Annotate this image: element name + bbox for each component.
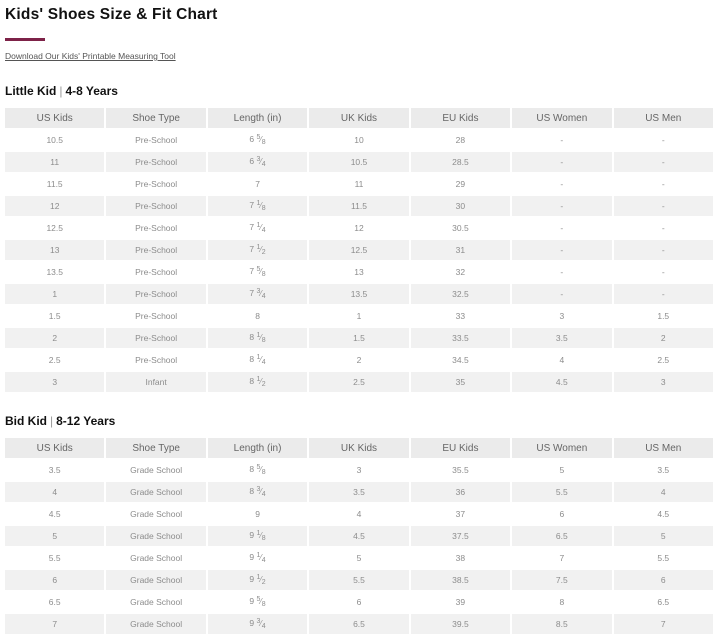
table-cell: 8.5 [512,614,611,634]
header-row [5,108,713,128]
table-cell: 28 [411,130,510,150]
table-row [5,460,713,480]
table-cell: - [614,284,713,304]
table-cell: 1.5 [309,328,408,348]
table-cell: Grade School [106,570,205,590]
table-cell: 11.5 [5,174,104,194]
table-cell: 12 [5,196,104,216]
table-cell: Grade School [106,614,205,634]
table-cell: 4 [309,504,408,524]
table-cell: 11.5 [309,196,408,216]
table-row [5,152,713,172]
table-cell: 4 [5,482,104,502]
table-cell: - [614,152,713,172]
table-cell: 31 [411,240,510,260]
column-header: Shoe Type [106,108,205,128]
table-row [5,130,713,150]
section-heading-little-kid [5,84,713,98]
table-cell: Pre-School [106,306,205,326]
table-cell: - [614,174,713,194]
table-cell: 8 $^1⁄_2$ [208,372,307,392]
table-cell: Pre-School [106,284,205,304]
table-cell: 9 $^3⁄_4$ [208,614,307,634]
table-cell: 9 $^1⁄_8$ [208,526,307,546]
table-row [5,570,713,590]
table-row [5,350,713,370]
column-header: EU Kids [411,438,510,458]
table-cell: 6 [5,570,104,590]
table-cell: 37 [411,504,510,524]
page-title: Kids' Shoes Size & Fit Chart [5,6,218,23]
big-kid-size-table [3,436,715,636]
table-cell: 29 [411,174,510,194]
table-cell: 4.5 [614,504,713,524]
table-cell: 36 [411,482,510,502]
table-cell: 10.5 [5,130,104,150]
table-cell: 7 [5,614,104,634]
table-cell: Pre-School [106,130,205,150]
table-cell: 3 [614,372,713,392]
table-cell: Grade School [106,548,205,568]
column-header: US Women [512,438,611,458]
table-cell: 13 [5,240,104,260]
table-cell: Infant [106,372,205,392]
table-cell: 3.5 [614,460,713,480]
table-cell: 1.5 [614,306,713,326]
table-cell: 4.5 [5,504,104,524]
table-cell: Pre-School [106,262,205,282]
column-header: UK Kids [309,438,408,458]
table-cell: 2 [614,328,713,348]
table-cell: 4 [614,482,713,502]
table-row [5,372,713,392]
table-cell: 35 [411,372,510,392]
table-cell: 6 [614,570,713,590]
table-cell: 6 [512,504,611,524]
table-row [5,504,713,524]
column-header: UK Kids [309,108,408,128]
table-cell: 3.5 [512,328,611,348]
table-cell: 34.5 [411,350,510,370]
table-cell: - [512,262,611,282]
column-header: US Men [614,108,713,128]
table-cell: 7 $^5⁄_8$ [208,262,307,282]
column-header: US Men [614,438,713,458]
table-cell: 5.5 [5,548,104,568]
table-cell: - [614,218,713,238]
table-cell: Grade School [106,592,205,612]
table-cell: 12.5 [5,218,104,238]
table-cell: 32.5 [411,284,510,304]
table-cell: 7 [614,614,713,634]
table-cell: - [512,130,611,150]
table-cell: 5 [309,548,408,568]
table-cell: Grade School [106,460,205,480]
table-row [5,262,713,282]
table-cell: 3.5 [5,460,104,480]
table-cell: 8 $^3⁄_4$ [208,482,307,502]
table-cell: 3 [512,306,611,326]
table-cell: Pre-School [106,328,205,348]
table-cell: 8 $^1⁄_4$ [208,350,307,370]
table-cell: 7 $^1⁄_8$ [208,196,307,216]
table-cell: Pre-School [106,196,205,216]
table-cell: 3 [5,372,104,392]
table-cell: 8 [208,306,307,326]
table-cell: 33.5 [411,328,510,348]
table-cell: 13.5 [309,284,408,304]
table-cell: - [512,218,611,238]
download-measuring-tool-link[interactable]: Download Our Kids' Printable Measuring Tool [5,51,176,61]
table-row [5,174,713,194]
table-cell: 10.5 [309,152,408,172]
table-cell: 6 $^3⁄_4$ [208,152,307,172]
table-cell: - [512,196,611,216]
table-cell: Grade School [106,482,205,502]
table-cell: Pre-School [106,218,205,238]
table-cell: 30.5 [411,218,510,238]
table-cell: 38 [411,548,510,568]
table-cell: 2.5 [5,350,104,370]
table-cell: 2 [5,328,104,348]
table-cell: 7.5 [512,570,611,590]
table-cell: 9 $^1⁄_2$ [208,570,307,590]
table-cell: 4.5 [309,526,408,546]
table-cell: 7 $^1⁄_2$ [208,240,307,260]
table-cell: 2 [309,350,408,370]
table-cell: 30 [411,196,510,216]
table-cell: - [512,152,611,172]
table-cell: 6.5 [512,526,611,546]
section-heading-separator: | [59,84,63,98]
column-header: Shoe Type [106,438,205,458]
header-row [5,438,713,458]
table-cell: - [512,240,611,260]
table-cell: 8 [512,592,611,612]
table-cell: 9 [208,504,307,524]
table-cell: 9 $^5⁄_8$ [208,592,307,612]
table-cell: - [614,262,713,282]
table-row [5,218,713,238]
table-cell: - [512,174,611,194]
table-cell: 37.5 [411,526,510,546]
table-row [5,592,713,612]
big-kid-section [5,414,713,636]
table-cell: 2.5 [614,350,713,370]
table-row [5,196,713,216]
table-cell: 3 [309,460,408,480]
table-row [5,284,713,304]
table-cell: Pre-School [106,240,205,260]
table-cell: 13.5 [5,262,104,282]
table-cell: 32 [411,262,510,282]
table-cell: 5.5 [512,482,611,502]
table-cell: 8 $^5⁄_8$ [208,460,307,480]
table-cell: 4 [512,350,611,370]
table-cell: 7 [512,548,611,568]
table-cell: 11 [5,152,104,172]
table-cell: Grade School [106,526,205,546]
table-cell: 6.5 [5,592,104,612]
table-cell: 5 [614,526,713,546]
table-cell: 5 [5,526,104,546]
table-cell: 11 [309,174,408,194]
table-cell: 3.5 [309,482,408,502]
table-cell: 28.5 [411,152,510,172]
column-header: Length (in) [208,438,307,458]
table-cell: 4.5 [512,372,611,392]
table-cell: 1 [309,306,408,326]
table-row [5,240,713,260]
section-heading-big-kid [5,414,713,428]
table-row [5,482,713,502]
table-row [5,548,713,568]
column-header: US Kids [5,108,104,128]
table-cell: 1 [5,284,104,304]
table-cell: 39 [411,592,510,612]
table-cell: 12 [309,218,408,238]
table-cell: 7 [208,174,307,194]
column-header: EU Kids [411,108,510,128]
table-row [5,526,713,546]
table-row [5,306,713,326]
section-heading-secondary: 4-8 Years [65,84,118,98]
table-cell: 38.5 [411,570,510,590]
table-cell: Pre-School [106,350,205,370]
table-row [5,614,713,634]
table-cell: 10 [309,130,408,150]
section-heading-primary: Bid Kid [5,414,47,428]
table-cell: 33 [411,306,510,326]
table-cell: - [512,284,611,304]
table-cell: 5 [512,460,611,480]
section-heading-separator: | [50,414,54,428]
section-heading-secondary: 8-12 Years [56,414,116,428]
table-cell: 7 $^1⁄_4$ [208,218,307,238]
table-cell: - [614,240,713,260]
table-cell: Pre-School [106,174,205,194]
table-cell: Pre-School [106,152,205,172]
table-cell: 1.5 [5,306,104,326]
column-header: Length (in) [208,108,307,128]
table-cell: 5.5 [309,570,408,590]
table-cell: 6 [309,592,408,612]
section-heading-primary: Little Kid [5,84,57,98]
table-cell: 12.5 [309,240,408,260]
table-cell: 6 $^5⁄_8$ [208,130,307,150]
table-cell: 7 $^3⁄_4$ [208,284,307,304]
table-cell: - [614,196,713,216]
column-header: US Kids [5,438,104,458]
table-cell: 39.5 [411,614,510,634]
table-cell: 9 $^1⁄_4$ [208,548,307,568]
table-cell: 6.5 [309,614,408,634]
table-cell: 8 $^1⁄_8$ [208,328,307,348]
table-cell: 6.5 [614,592,713,612]
little-kid-size-table [3,106,715,394]
little-kid-section [5,84,713,394]
table-cell: Grade School [106,504,205,524]
table-cell: 13 [309,262,408,282]
table-cell: 2.5 [309,372,408,392]
table-row [5,328,713,348]
table-cell: - [614,130,713,150]
table-cell: 35.5 [411,460,510,480]
table-cell: 5.5 [614,548,713,568]
column-header: US Women [512,108,611,128]
